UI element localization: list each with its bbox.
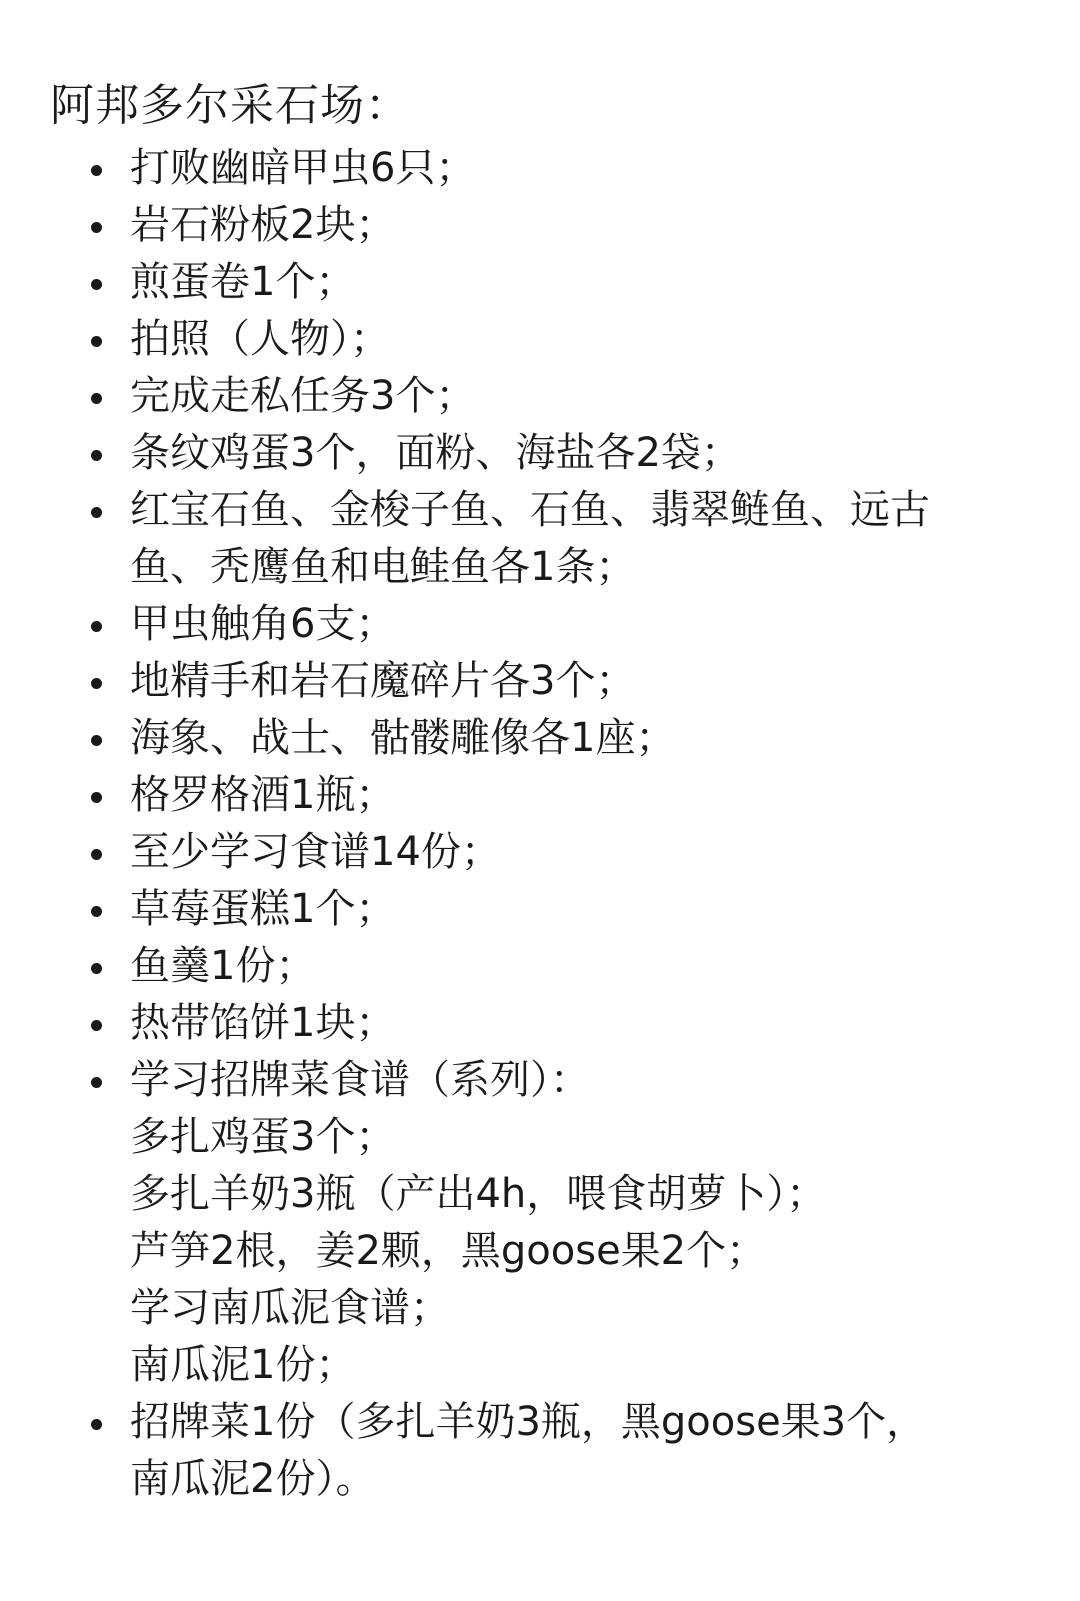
task-item-text: 鱼羹1份； [130, 943, 316, 989]
task-list-item [130, 1052, 1030, 1394]
page-title: 阿邦多尔采石场： [50, 80, 410, 131]
task-list-item [130, 254, 1030, 311]
task-list-item [130, 995, 1030, 1052]
task-list-item [130, 197, 1030, 254]
task-item-text: 格罗格酒1瓶； [130, 772, 396, 818]
task-list-item [130, 710, 1030, 767]
task-list [50, 140, 1030, 1508]
task-item-text: 热带馅饼1块； [130, 1000, 396, 1046]
task-item-text: 多扎鸡蛋3个； [130, 1114, 396, 1160]
task-item-text: 多扎羊奶3瓶（产出4h，喂食胡萝卜）； [130, 1171, 827, 1217]
task-item-text: 至少学习食谱14份； [130, 829, 501, 875]
task-item-text: 学习南瓜泥食谱； [130, 1285, 450, 1331]
task-item-text: 鱼、秃鹰鱼和电鲑鱼各1条； [130, 544, 636, 590]
task-item-text: 岩石粉板2块； [130, 202, 396, 248]
task-list-item [130, 881, 1030, 938]
task-list-item [130, 311, 1030, 368]
task-item-text: 煎蛋卷1个； [130, 259, 356, 305]
task-item-text: 南瓜泥1份； [130, 1342, 356, 1388]
task-item-text: 学习招牌菜食谱（系列）： [130, 1057, 590, 1103]
task-list-item [130, 767, 1030, 824]
task-item-text: 红宝石鱼、金梭子鱼、石鱼、翡翠鲢鱼、远古 [130, 487, 930, 533]
task-item-text: 甲虫触角6支； [130, 601, 396, 647]
task-list-item [130, 596, 1030, 653]
task-item-text: 条纹鸡蛋3个，面粉、海盐各2袋； [130, 430, 741, 476]
task-item-text: 草莓蛋糕1个； [130, 886, 396, 932]
task-item-text: 招牌菜1份（多扎羊奶3瓶，黑goose果3个， [130, 1399, 927, 1445]
task-list-item [130, 824, 1030, 881]
task-item-text: 海象、战士、骷髅雕像各1座； [130, 715, 676, 761]
task-list-item [130, 653, 1030, 710]
task-item-text: 芦笋2根，姜2颗，黑goose果2个； [130, 1228, 767, 1274]
task-item-text: 完成走私任务3个； [130, 373, 476, 419]
task-item-text: 拍照（人物）； [130, 316, 390, 362]
task-list-item [130, 938, 1030, 995]
task-list-item [130, 368, 1030, 425]
task-item-text: 南瓜泥2份）。 [130, 1456, 376, 1502]
task-list-item [130, 425, 1030, 482]
task-list-item [130, 482, 1030, 596]
task-item-text: 打败幽暗甲虫6只； [130, 145, 476, 191]
task-item-text: 地精手和岩石魔碎片各3个； [130, 658, 636, 704]
task-list-item [130, 140, 1030, 197]
task-list-item [130, 1394, 1030, 1508]
